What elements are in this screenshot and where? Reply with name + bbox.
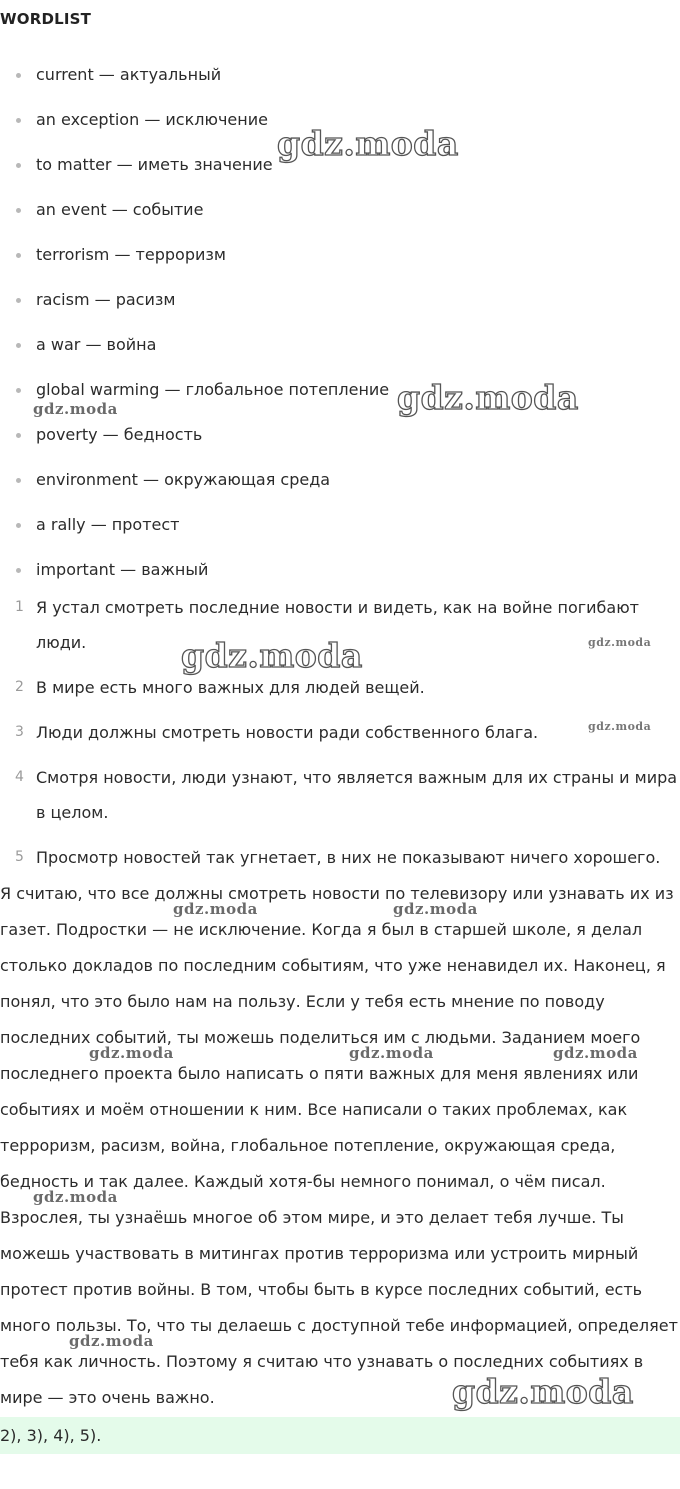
list-item [0, 238, 389, 283]
watermark-logo: gdz.moda [33, 1188, 118, 1206]
wordlist-entry: an exception — исключение [36, 110, 268, 129]
bullet-icon [16, 253, 21, 258]
watermark-logo: gdz.moda [89, 1044, 174, 1062]
list-item [0, 508, 389, 553]
sentence-number: 1 [15, 599, 24, 615]
sentence-item [0, 840, 680, 875]
list-item [0, 283, 389, 328]
sentence-number: 2 [15, 679, 24, 695]
list-item [0, 418, 389, 463]
sentence-item [0, 590, 680, 660]
bullet-icon [16, 523, 21, 528]
wordlist [0, 58, 389, 598]
sentence-text: Смотря новости, люди узнают, что является важным для их страны и мира в целом. [36, 768, 678, 822]
bullet-icon [16, 163, 21, 168]
list-item [0, 148, 389, 193]
wordlist-entry: racism — расизм [36, 290, 176, 309]
watermark-logo: gdz.moda [588, 636, 652, 649]
wordlist-entry: a war — война [36, 335, 157, 354]
bullet-icon [16, 568, 21, 573]
wordlist-entry: important — важный [36, 560, 209, 579]
sentence-text: В мире есть много важных для людей вещей. [36, 678, 425, 697]
watermark-logo: gdz.moda [452, 1372, 634, 1411]
wordlist-entry: a rally — протест [36, 515, 180, 534]
watermark-logo: gdz.moda [69, 1332, 154, 1350]
bullet-icon [16, 118, 21, 123]
sentence-item [0, 670, 680, 705]
wordlist-entry: current — актуальный [36, 65, 222, 84]
watermark-logo: gdz.moda [553, 1044, 638, 1062]
list-item [0, 463, 389, 508]
answer-box: 2), 3), 4), 5). [0, 1417, 680, 1454]
bullet-icon [16, 73, 21, 78]
list-item [0, 328, 389, 373]
watermark-logo: gdz.moda [173, 900, 258, 918]
sentence-number: 4 [15, 769, 24, 785]
sentence-item [0, 715, 680, 750]
wordlist-entry: environment — окружающая среда [36, 470, 331, 489]
watermark-logo: gdz.moda [349, 1044, 434, 1062]
watermark-logo: gdz.moda [393, 900, 478, 918]
sentence-text: Просмотр новостей так угнетает, в них не показывают ничего хорошего. [36, 848, 661, 867]
list-item [0, 103, 389, 148]
wordlist-entry: to matter — иметь значение [36, 155, 273, 174]
bullet-icon [16, 388, 21, 393]
bullet-icon [16, 478, 21, 483]
watermark-logo: gdz.moda [397, 378, 579, 417]
bullet-icon [16, 433, 21, 438]
bullet-icon [16, 298, 21, 303]
wordlist-entry: an event — событие [36, 200, 204, 219]
watermark-logo: gdz.moda [588, 720, 652, 733]
list-item [0, 373, 389, 418]
sentence-list [0, 590, 680, 885]
list-item [0, 193, 389, 238]
watermark-logo: gdz.moda [33, 400, 118, 418]
sentence-text: Я устал смотреть последние новости и видеть, как на войне погибают люди. [36, 598, 639, 652]
wordlist-entry: poverty — бедность [36, 425, 203, 444]
essay-paragraph: Я считаю, что все должны смотреть новости по телевизору или узнавать их из газет. Подростки — не исключение. Когда я был в старшей школе, я делал столько докладов по последним событиям, что уже ненавидел их. Наконец, я понял, что это было нам на пользу. Если у тебя есть мнение по поводу последних событий, ты можешь поделиться им с людьми. Заданием моего последнего проекта было написать о пяти важных для меня явлениях или событиях и моём отношении к ним. Все написали о таких проблемах, как терроризм, расизм, война, глобальное потепление, окружающая среда, бедность и так далее. Каждый хотя-бы немного понимал, о чём писал. Взрослея, ты узнаёшь многое об этом мире, и это делает тебя лучше. Ты можешь участвовать в митингах против терроризма или устроить мирный протест против войны. В том, чтобы быть в курсе последних событий, есть много пользы. То, что ты делаешь с доступной тебе информацией, определяет тебя как личность. Поэтому я считаю что узнавать о последних событиях в мире — это очень важно. [0, 884, 678, 1407]
list-item [0, 58, 389, 103]
wordlist-entry: terrorism — терроризм [36, 245, 226, 264]
wordlist-entry: global warming — глобальное потепление [36, 380, 390, 399]
bullet-icon [16, 208, 21, 213]
watermark-logo: gdz.moda [277, 124, 459, 163]
sentence-item [0, 760, 680, 830]
bullet-icon [16, 343, 21, 348]
sentence-number: 3 [15, 724, 24, 740]
sentence-number: 5 [15, 849, 24, 865]
sentence-text: Люди должны смотреть новости ради собственного блага. [36, 723, 539, 742]
page-title: WORDLIST [0, 10, 92, 28]
watermark-logo: gdz.moda [181, 636, 363, 675]
